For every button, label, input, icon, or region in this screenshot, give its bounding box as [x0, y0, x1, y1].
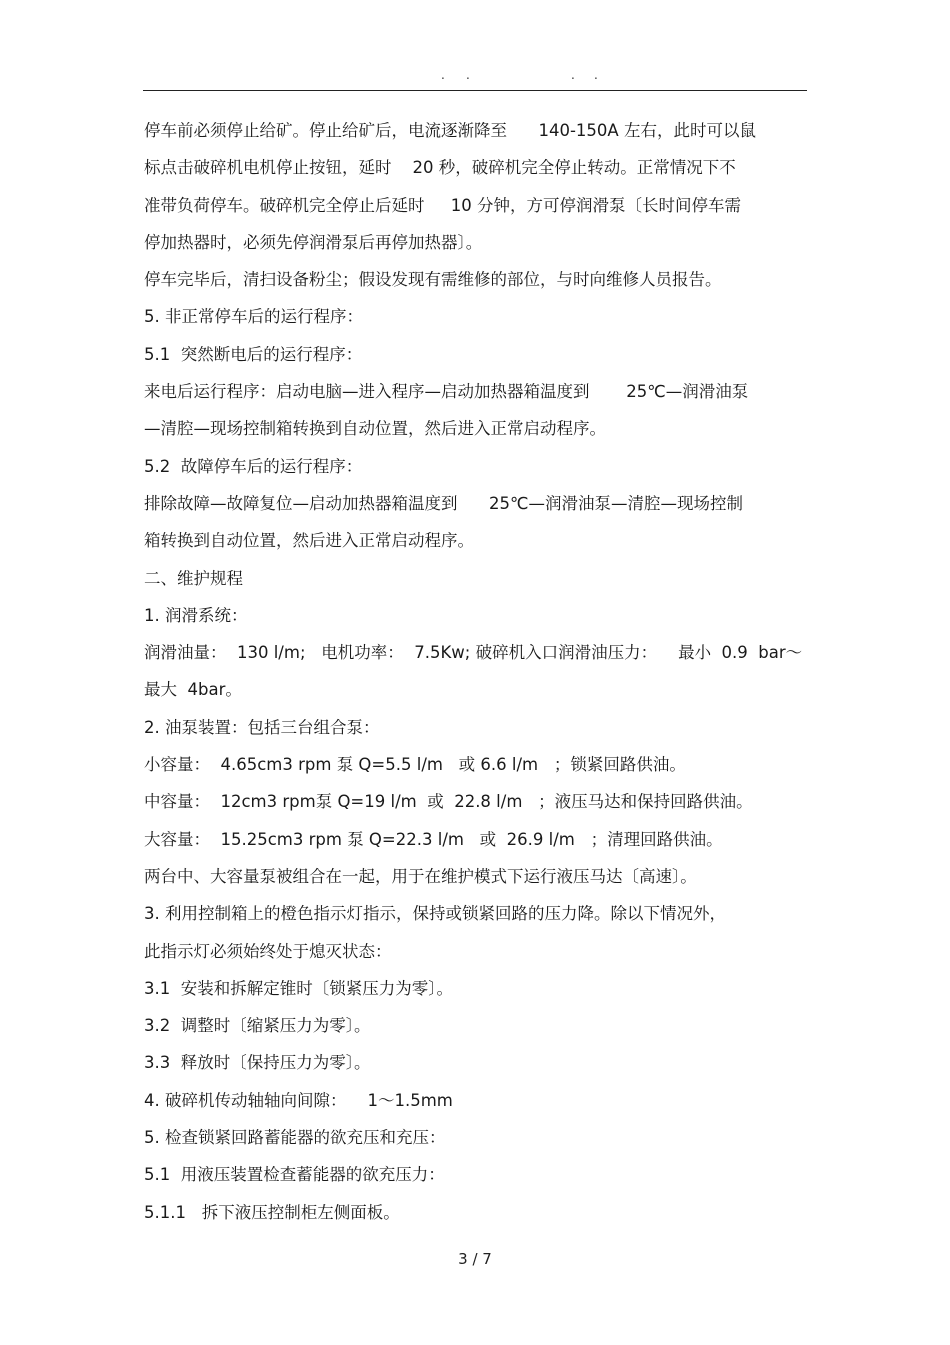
section-heading: 1. 润滑系统： [144, 605, 248, 625]
header-dot: . [594, 68, 598, 82]
header-dot: . [441, 68, 445, 82]
body-line: —清腔—现场控制箱转换到自动位置，然后进入正常启动程序。 [144, 419, 606, 439]
section-heading: 5. 非正常停车后的运行程序： [144, 307, 363, 327]
section-heading: 3. 利用控制箱上的橙色指示灯指示，保持或锁紧回路的压力降。除以下情况外， [144, 904, 726, 924]
page-number: 3 / 7 [458, 1250, 492, 1268]
subsection-heading: 5.1 突然断电后的运行程序： [144, 344, 363, 364]
subsection-heading: 5.1.1 拆下液压控制柜左侧面板。 [144, 1202, 400, 1222]
subsection-heading: 5.1 用液压装置检查蓄能器的欲充压力： [144, 1165, 445, 1185]
body-line: 小容量： 4.65cm3 rpm 泵 Q=5.5 l/m 或 6.6 l/m ；锁紧回路供油。 [144, 755, 686, 775]
body-line: 润滑油量： 130 l/m; 电机功率： 7.5Kw; 破碎机入口润滑油压力： 最小 0.9 bar～ [144, 643, 803, 663]
subsection-heading: 3.3 释放时〔保持压力为零〕。 [144, 1053, 371, 1073]
subsection-heading: 5.2 故障停车后的运行程序： [144, 456, 363, 476]
body-line: 停车前必须停止给矿。停止给矿后，电流逐渐降至 140-150A 左右，此时可以鼠 [144, 121, 756, 140]
body-line: 排除故障—故障复位—启动加热器箱温度到 25℃—润滑油泵—清腔—现场控制 [144, 493, 743, 513]
header-dot: . [571, 68, 575, 82]
body-line: 最大 4bar。 [144, 680, 242, 700]
body-line: 大容量： 15.25cm3 rpm 泵 Q=22.3 l/m 或 26.9 l/m ；清理回路供油。 [144, 829, 723, 849]
section-heading: 2. 油泵装置：包括三台组合泵： [144, 717, 380, 737]
header-dot: . [466, 68, 470, 82]
section-heading: 4. 破碎机传动轴轴向间隙： 1～1.5mm [144, 1090, 453, 1110]
body-line: 两台中、大容量泵被组合在一起，用于在维护模式下运行液压马达〔高速〕。 [144, 866, 697, 886]
body-line: 此指示灯必须始终处于熄灭状态： [144, 941, 392, 961]
subsection-heading: 3.2 调整时〔缩紧压力为零〕。 [144, 1016, 371, 1036]
header-rule [143, 90, 807, 91]
body-line: 标点击破碎机电机停止按钮，延时 20 秒，破碎机完全停止转动。正常情况下不 [144, 158, 736, 178]
chapter-heading: 二、维护规程 [144, 568, 243, 588]
body-line: 停车完毕后，清扫设备粉尘；假设发现有需维修的部位，与时向维修人员报告。 [144, 270, 722, 290]
body-line: 中容量： 12cm3 rpm泵 Q=19 l/m 或 22.8 l/m ；液压马达和保持回路供油。 [144, 792, 753, 812]
section-heading: 5. 检查锁紧回路蓄能器的欲充压和充压： [144, 1128, 446, 1148]
body-line: 来电后运行程序：启动电脑—进入程序—启动加热器箱温度到 25℃—润滑油泵 [144, 382, 749, 402]
body-line: 准带负荷停车。破碎机完全停止后延时 10 分钟，方可停润滑泵〔长时间停车需 [144, 195, 741, 215]
body-line: 箱转换到自动位置，然后进入正常启动程序。 [144, 531, 474, 551]
subsection-heading: 3.1 安装和拆解定锥时〔锁紧压力为零〕。 [144, 978, 453, 998]
body-line: 停加热器时，必须先停润滑泵后再停加热器〕。 [144, 232, 483, 252]
document-body [144, 112, 824, 1231]
